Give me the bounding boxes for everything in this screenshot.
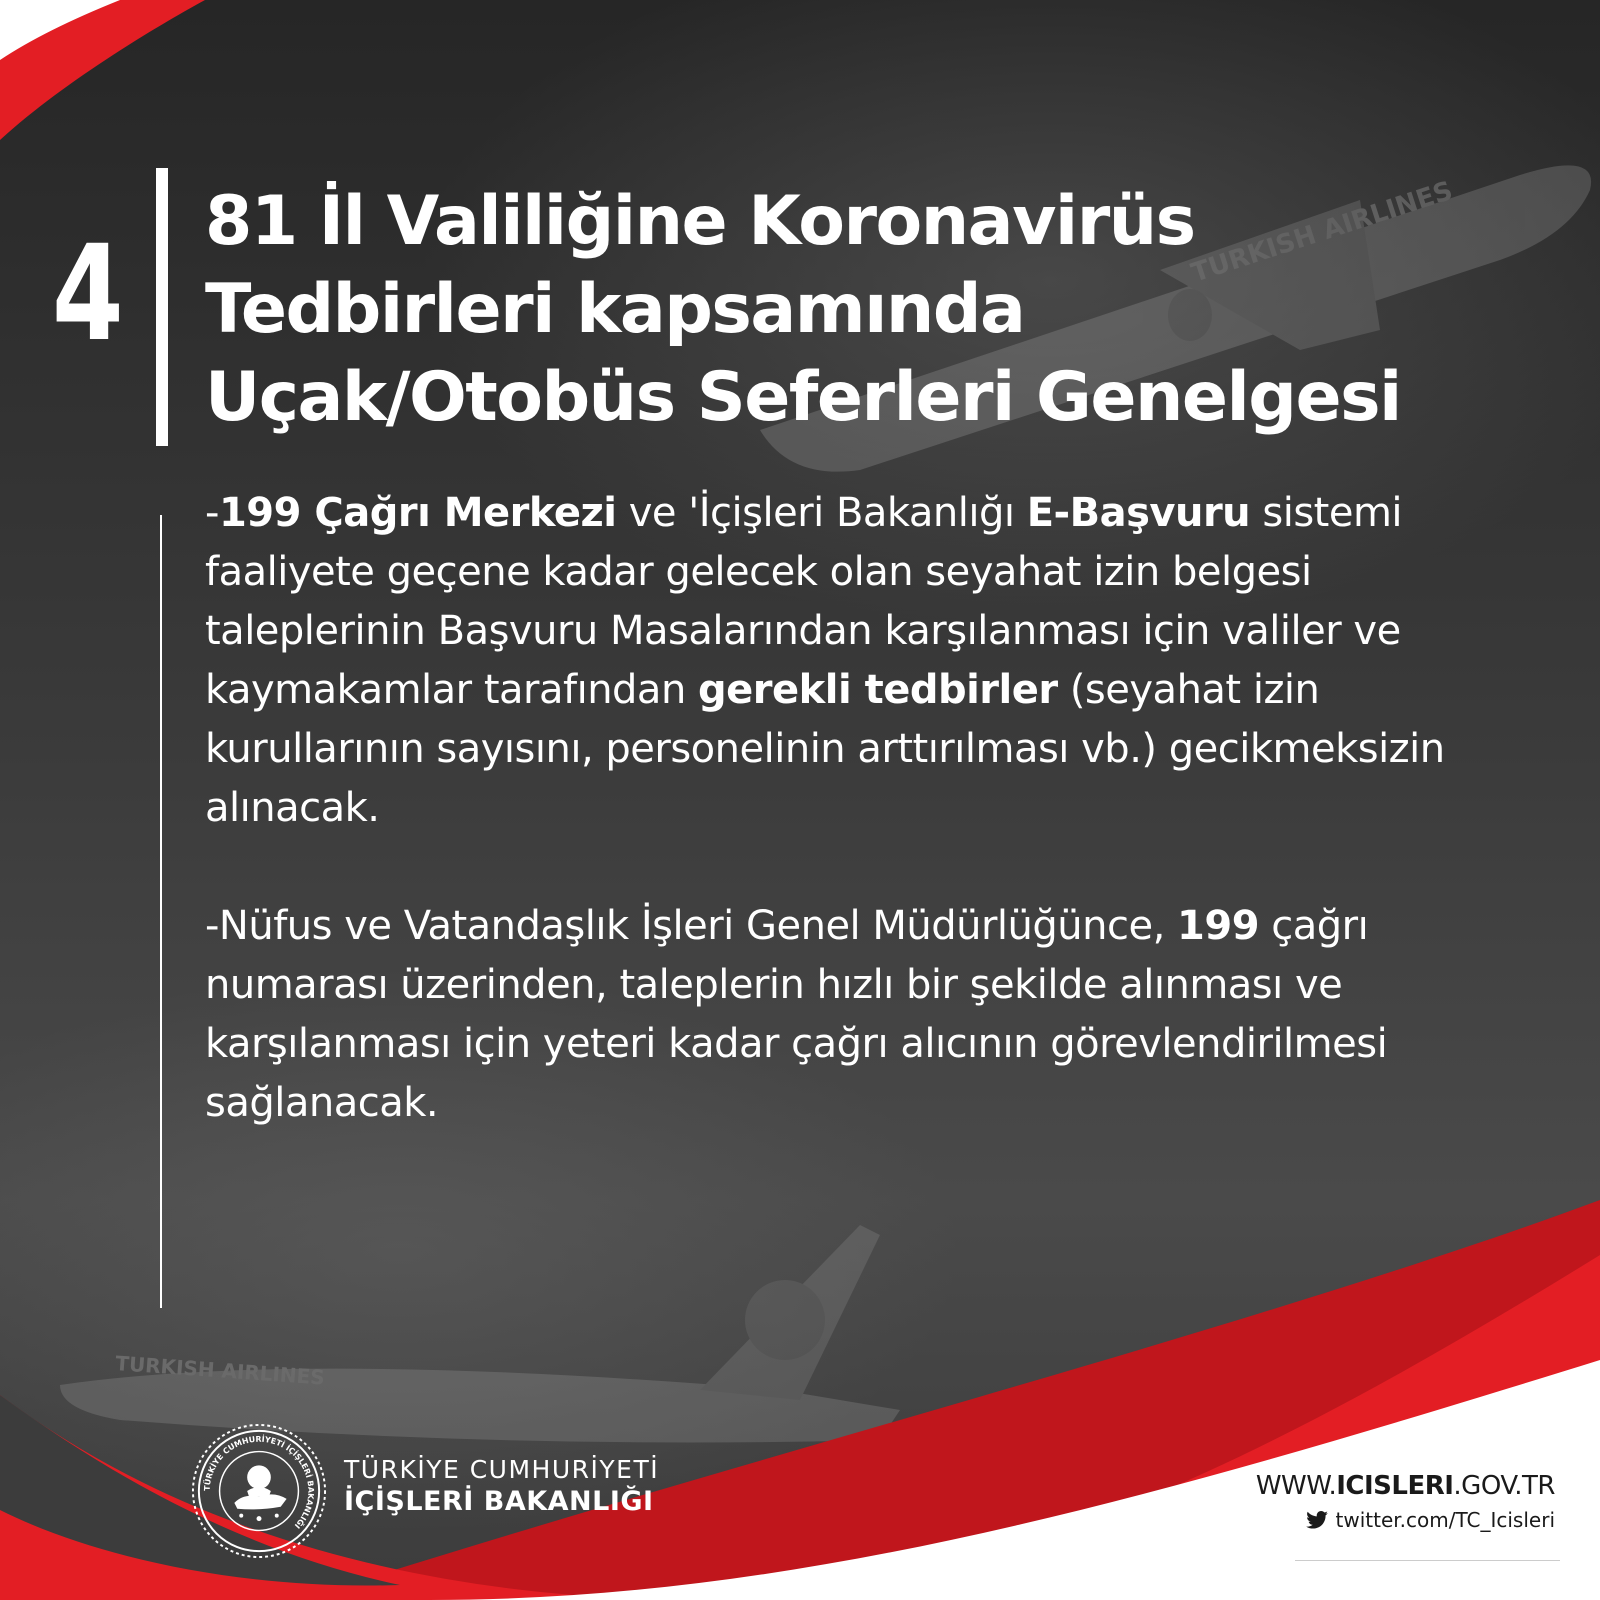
- text-run: (seyahat izin kurullarının sayısını, personelinin arttırılması vb.) gecikmeksizin alınacak.: [205, 667, 1445, 831]
- paragraph-1: [205, 484, 1525, 838]
- url-suffix: .GOV.TR: [1453, 1471, 1555, 1501]
- airline-text-top: TURKISH AIRLINES: [1187, 175, 1457, 289]
- title-line: Tedbirleri kapsamında: [205, 270, 1025, 349]
- text-run: ve 'İçişleri Bakanlığı: [616, 490, 1027, 536]
- footer-rule: [1295, 1560, 1560, 1561]
- bold-run: 199: [1177, 903, 1260, 949]
- twitter-handle: twitter.com/TC_Icisleri: [1335, 1508, 1555, 1532]
- org-name-line1: TÜRKİYE CUMHURİYETİ: [344, 1455, 660, 1484]
- text-run: çağrı numarası üzerinden, taleplerin hızlı bir şekilde alınması ve karşılanması için yeteri kadar çağrı alıcının görevlendirilmesi sağlanacak.: [205, 903, 1388, 1126]
- bold-run: gerekli tedbirler: [698, 667, 1058, 713]
- body-text: [205, 484, 1525, 1133]
- page-title: [205, 175, 1545, 442]
- text-run: -Nüfus ve Vatandaşlık İşleri Genel Müdürlüğünce,: [205, 903, 1178, 949]
- url-prefix: WWW.: [1255, 1471, 1337, 1501]
- bold-run: 199 Çağrı Merkezi: [218, 490, 617, 536]
- ministry-name: [344, 1455, 659, 1519]
- ministry-seal-logo: [190, 1422, 328, 1560]
- bold-run: E-Başvuru: [1026, 490, 1251, 536]
- org-name-line2: İÇİŞLERİ BAKANLIĞI: [344, 1486, 654, 1517]
- url-domain: ICISLERI: [1336, 1471, 1454, 1501]
- text-run: -: [205, 490, 219, 536]
- website-link[interactable]: [1256, 1470, 1555, 1502]
- text-run: sistemi faaliyete geçene kadar gelecek olan seyahat izin belgesi taleplerinin Başvuru Masalarından karşılanması için valiler ve kaymakamlar tarafından: [205, 490, 1403, 713]
- seal-ring-text: TÜRKİYE CUMHURİYETİ İÇİŞLERİ BAKANLIĞI: [202, 1434, 316, 1531]
- title-line: 81 İl Valiliğine Koronavirüs: [205, 182, 1195, 261]
- airplane-silhouette-bottom: [60, 1225, 900, 1443]
- step-number: 4: [52, 217, 121, 371]
- title-divider: [156, 168, 168, 446]
- twitter-link[interactable]: [1256, 1508, 1555, 1532]
- paragraph-2: [205, 897, 1525, 1133]
- title-line: Uçak/Otobüs Seferleri Genelgesi: [205, 358, 1401, 437]
- twitter-bird-icon: [1306, 1511, 1328, 1529]
- airline-text-bottom: TURKISH AIRLINES: [114, 1351, 326, 1390]
- contact-info: [1256, 1470, 1555, 1532]
- content-divider: [160, 515, 162, 1308]
